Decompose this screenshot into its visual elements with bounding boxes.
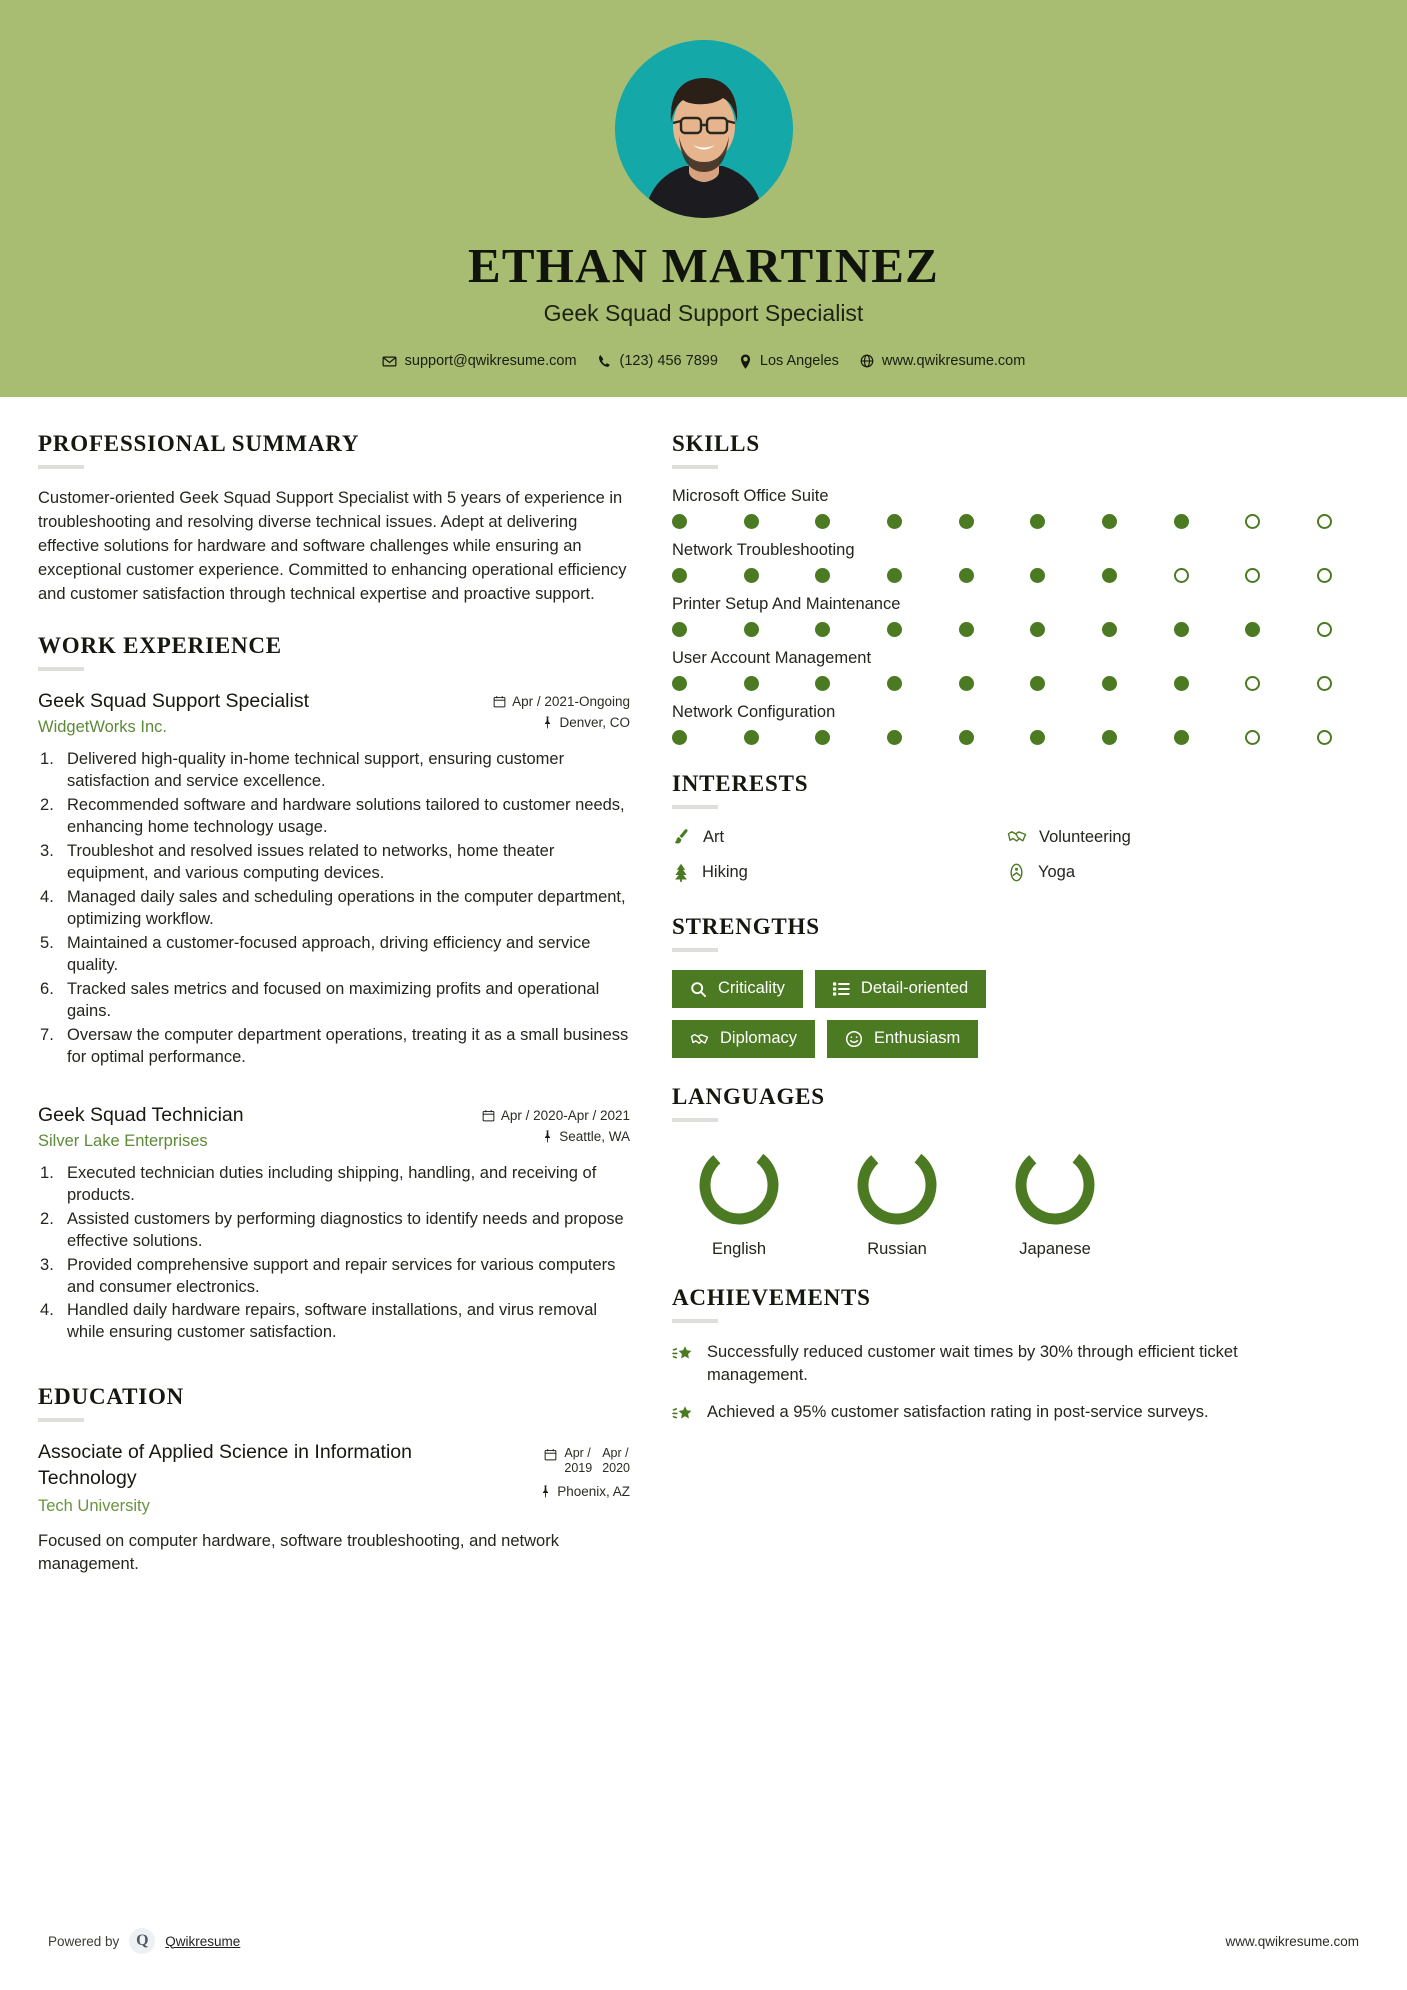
skill-dot-filled — [744, 514, 759, 529]
language-item — [830, 1140, 964, 1259]
skill-dot-filled — [1030, 568, 1045, 583]
contact-website[interactable] — [860, 353, 1025, 369]
interest-label: Art — [703, 827, 725, 846]
job-title: Geek Squad Support Specialist — [543, 300, 864, 327]
contact-row — [0, 353, 1407, 369]
work-dates — [493, 694, 630, 709]
work-dates — [482, 1108, 630, 1123]
work-entry — [38, 1103, 630, 1345]
skill-dot-filled — [815, 730, 830, 745]
work-company: WidgetWorks Inc. — [38, 718, 167, 737]
strength-badge-diplomacy — [672, 1020, 815, 1058]
contact-email-text: support@qwikresume.com — [404, 353, 577, 370]
language-label: Russian — [867, 1240, 927, 1259]
strength-label: Diplomacy — [720, 1029, 798, 1048]
skill-dot-filled — [887, 730, 902, 745]
calendar-icon — [493, 695, 506, 708]
star-badge-icon — [672, 1341, 694, 1364]
skill-label: Network Configuration — [672, 703, 836, 722]
skill-item — [672, 541, 1332, 583]
footer-url[interactable]: www.qwikresume.com — [1225, 1933, 1359, 1949]
achievement-text: Successfully reduced customer wait times by 30% through efficient ticket management. — [707, 1343, 1238, 1384]
heading-rule — [38, 1418, 84, 1422]
section-achievements — [672, 1285, 1332, 1424]
skill-dot-filled — [1102, 622, 1117, 637]
languages-heading: LANGUAGES — [672, 1084, 825, 1110]
skill-dot-empty — [1245, 730, 1260, 745]
smiley-icon — [845, 1030, 863, 1048]
work-bullet: Provided comprehensive support and repair services for various computers and consumer electronics. — [67, 1255, 616, 1296]
work-bullet: Handled daily hardware repairs, software installations, and virus removal while ensuring customer satisfaction. — [67, 1301, 598, 1342]
heading-rule — [672, 465, 718, 469]
section-work-experience — [38, 633, 630, 1344]
resume-body — [0, 397, 1407, 1576]
skill-dot-filled — [959, 730, 974, 745]
contact-email[interactable] — [382, 353, 577, 369]
skill-dot-filled — [1102, 676, 1117, 691]
language-donut — [988, 1140, 1122, 1230]
work-role: Geek Squad Support Specialist — [38, 690, 310, 713]
strength-label: Criticality — [718, 979, 785, 998]
skill-dot-filled — [1030, 730, 1045, 745]
work-dates-text: Apr / 2020-Apr / 2021 — [500, 1107, 630, 1123]
skill-dot-filled — [815, 676, 830, 691]
skill-item — [672, 487, 1332, 529]
resume-header — [0, 0, 1407, 397]
contact-phone[interactable] — [598, 353, 718, 369]
interest-label: Volunteering — [1039, 827, 1131, 846]
skill-label: User Account Management — [672, 649, 872, 668]
calendar-icon — [482, 1109, 495, 1122]
powered-by-label: Powered by — [48, 1933, 120, 1949]
skill-dot-empty — [1317, 514, 1332, 529]
interest-item — [1007, 863, 1332, 882]
heading-rule — [672, 1118, 718, 1122]
skill-dot-filled — [815, 514, 830, 529]
work-bullets — [38, 1163, 630, 1345]
contact-website-text: www.qwikresume.com — [881, 353, 1026, 370]
work-location — [482, 1129, 630, 1144]
work-bullet: Delivered high-quality in-home technical support, ensuring customer satisfaction and service excellence. — [67, 750, 565, 791]
achievement-text: Achieved a 95% customer satisfaction rating in post-service surveys. — [707, 1402, 1209, 1421]
education-end-month: Apr / — [602, 1446, 629, 1461]
skill-dot-filled — [887, 676, 902, 691]
language-item — [672, 1140, 806, 1259]
interest-label: Yoga — [1038, 863, 1076, 882]
education-dates — [540, 1446, 630, 1476]
avatar — [615, 40, 793, 218]
skill-dot-filled — [744, 568, 759, 583]
left-column — [38, 431, 630, 1576]
skill-dot-filled — [1174, 676, 1189, 691]
section-education — [38, 1384, 630, 1576]
interest-item — [672, 827, 997, 847]
section-skills — [672, 431, 1332, 745]
avatar-photo — [615, 40, 793, 218]
work-location-text: Denver, CO — [559, 715, 630, 731]
work-bullet: Tracked sales metrics and focused on maximizing profits and operational gains. — [67, 979, 600, 1020]
work-bullet: Recommended software and hardware solutions tailored to customer needs, enhancing home technology usage. — [67, 796, 625, 837]
skill-label: Network Troubleshooting — [672, 541, 855, 560]
pin-icon — [542, 716, 553, 729]
envelope-icon — [382, 354, 397, 369]
pin-icon — [540, 1485, 551, 1498]
work-bullet: Maintained a customer-focused approach, driving efficiency and service quality. — [67, 933, 591, 974]
skill-dot-empty — [1245, 568, 1260, 583]
summary-text: Customer-oriented Geek Squad Support Specialist with 5 years of experience in troubleshooting and resolving diverse technical issues. Adept at delivering effective solutions for hardware and software challenges while ensuring an exceptional customer experience. Committed to enhancing operational efficiency and customer satisfaction through technical expertise and proactive support. — [38, 489, 627, 604]
page-title: ETHAN MARTINEZ — [467, 238, 940, 293]
strength-label: Enthusiasm — [874, 1029, 961, 1048]
skill-dot-filled — [672, 676, 687, 691]
skill-dot-filled — [744, 622, 759, 637]
skill-dot-filled — [1030, 514, 1045, 529]
education-start-year: 2019 — [564, 1461, 593, 1476]
qwikresume-logo-letter: Q — [136, 1932, 149, 1949]
skill-dot-filled — [744, 676, 759, 691]
skill-label: Microsoft Office Suite — [672, 487, 829, 506]
education-location-text: Phoenix, AZ — [557, 1483, 630, 1499]
skill-dot-filled — [887, 514, 902, 529]
strength-badge-criticality — [672, 970, 803, 1008]
work-heading: WORK EXPERIENCE — [38, 633, 282, 659]
skill-dot-filled — [1102, 514, 1117, 529]
skill-dot-empty — [1317, 622, 1332, 637]
language-label: Japanese — [1019, 1240, 1091, 1259]
tree-icon — [672, 863, 690, 882]
work-bullet: Executed technician duties including shipping, handling, and receiving of products. — [67, 1163, 597, 1204]
heading-rule — [38, 465, 84, 469]
section-strengths — [672, 914, 1332, 1058]
skill-dot-filled — [1102, 730, 1117, 745]
calendar-icon — [544, 1448, 557, 1465]
qwikresume-logo-icon — [129, 1928, 155, 1954]
list-icon — [833, 981, 850, 997]
work-company: Silver Lake Enterprises — [38, 1131, 208, 1150]
strength-badge-detail-oriented — [815, 970, 986, 1008]
skill-rating — [672, 568, 1332, 583]
section-professional-summary — [38, 431, 630, 607]
skill-item — [672, 649, 1332, 691]
skill-dot-filled — [672, 568, 687, 583]
language-item — [988, 1140, 1122, 1259]
skill-dot-filled — [959, 514, 974, 529]
skill-dot-filled — [887, 622, 902, 637]
pin-icon — [542, 1130, 553, 1143]
education-entry — [38, 1440, 630, 1576]
skill-rating — [672, 514, 1332, 529]
skill-dot-filled — [672, 730, 687, 745]
skill-dot-filled — [959, 676, 974, 691]
section-languages — [672, 1084, 1332, 1259]
strength-badge-enthusiasm — [827, 1020, 978, 1058]
heading-rule — [38, 667, 84, 671]
skill-dot-filled — [744, 730, 759, 745]
qwikresume-brand-link[interactable]: Qwikresume — [165, 1933, 241, 1949]
language-donut — [830, 1140, 964, 1230]
skill-dot-empty — [1317, 676, 1332, 691]
skill-dot-filled — [815, 622, 830, 637]
contact-location-text: Los Angeles — [759, 353, 839, 370]
skill-dot-empty — [1245, 514, 1260, 529]
work-bullet: Assisted customers by performing diagnostics to identify needs and propose effective solutions. — [67, 1209, 624, 1250]
language-donut — [672, 1140, 806, 1230]
skill-dot-filled — [1030, 676, 1045, 691]
powered-by — [48, 1928, 240, 1954]
skill-dot-filled — [1030, 622, 1045, 637]
work-bullet: Oversaw the computer department operations, treating it as a small business for optimal performance. — [67, 1025, 629, 1066]
skill-item — [672, 703, 1332, 745]
strength-label: Detail-oriented — [860, 979, 969, 998]
work-location — [493, 715, 630, 730]
skill-dot-filled — [1174, 622, 1189, 637]
heading-rule — [672, 805, 718, 809]
work-bullets — [38, 749, 630, 1068]
strengths-heading: STRENGTHS — [672, 914, 820, 940]
achievement-item — [672, 1341, 1332, 1387]
contact-phone-text: (123) 456 7899 — [619, 353, 718, 370]
skills-heading: SKILLS — [672, 431, 760, 457]
skill-dot-filled — [1102, 568, 1117, 583]
work-bullet: Managed daily sales and scheduling operations in the computer department, optimizing workflow. — [67, 888, 626, 928]
globe-icon — [860, 354, 874, 368]
interest-item — [672, 863, 997, 882]
achievement-item — [672, 1401, 1332, 1424]
handshake-icon — [690, 1031, 709, 1048]
location-pin-icon — [739, 354, 752, 369]
skill-dot-empty — [1317, 568, 1332, 583]
skill-dot-empty — [1317, 730, 1332, 745]
skill-dot-filled — [815, 568, 830, 583]
skill-dot-filled — [887, 568, 902, 583]
education-start-month: Apr / — [564, 1446, 591, 1461]
interests-heading: INTERESTS — [672, 771, 809, 797]
skill-label: Printer Setup And Maintenance — [672, 595, 901, 614]
handshake-icon — [1007, 827, 1027, 847]
skill-rating — [672, 622, 1332, 637]
right-column — [672, 431, 1332, 1437]
magnifier-icon — [690, 981, 707, 998]
work-location-text: Seattle, WA — [559, 1128, 630, 1144]
education-end-year: 2020 — [602, 1461, 630, 1476]
paintbrush-icon — [672, 828, 691, 847]
education-school: Tech University — [38, 1497, 150, 1516]
education-description: Focused on computer hardware, software troubleshooting, and network management. — [38, 1532, 559, 1574]
skill-dot-filled — [959, 622, 974, 637]
work-entry — [38, 689, 630, 1068]
skill-dot-filled — [1245, 622, 1260, 637]
page-footer — [0, 1928, 1407, 1954]
contact-location — [739, 353, 839, 369]
skill-rating — [672, 676, 1332, 691]
heading-rule — [672, 1319, 718, 1323]
skill-dot-empty — [1174, 568, 1189, 583]
education-location — [540, 1484, 630, 1499]
education-heading: EDUCATION — [38, 1384, 185, 1410]
achievements-heading: ACHIEVEMENTS — [672, 1285, 871, 1311]
skill-rating — [672, 730, 1332, 745]
heading-rule — [672, 948, 718, 952]
skill-dot-empty — [1245, 676, 1260, 691]
interest-item — [1007, 827, 1332, 847]
phone-icon — [598, 354, 612, 368]
skill-dot-filled — [672, 622, 687, 637]
skill-dot-filled — [1174, 730, 1189, 745]
skill-dot-filled — [672, 514, 687, 529]
work-dates-text: Apr / 2021-Ongoing — [512, 694, 630, 710]
skill-dot-filled — [1174, 514, 1189, 529]
language-label: English — [711, 1240, 767, 1259]
skill-item — [672, 595, 1332, 637]
star-badge-icon — [672, 1401, 694, 1424]
education-degree: Associate of Applied Science in Information Technology — [38, 1441, 412, 1489]
work-bullet: Troubleshot and resolved issues related to networks, home theater equipment, and various computing devices. — [67, 842, 555, 883]
work-role: Geek Squad Technician — [38, 1103, 244, 1126]
yoga-icon — [1007, 863, 1026, 882]
interest-label: Hiking — [702, 863, 748, 882]
skill-dot-filled — [959, 568, 974, 583]
section-interests — [672, 771, 1332, 882]
summary-heading: PROFESSIONAL SUMMARY — [38, 431, 360, 457]
